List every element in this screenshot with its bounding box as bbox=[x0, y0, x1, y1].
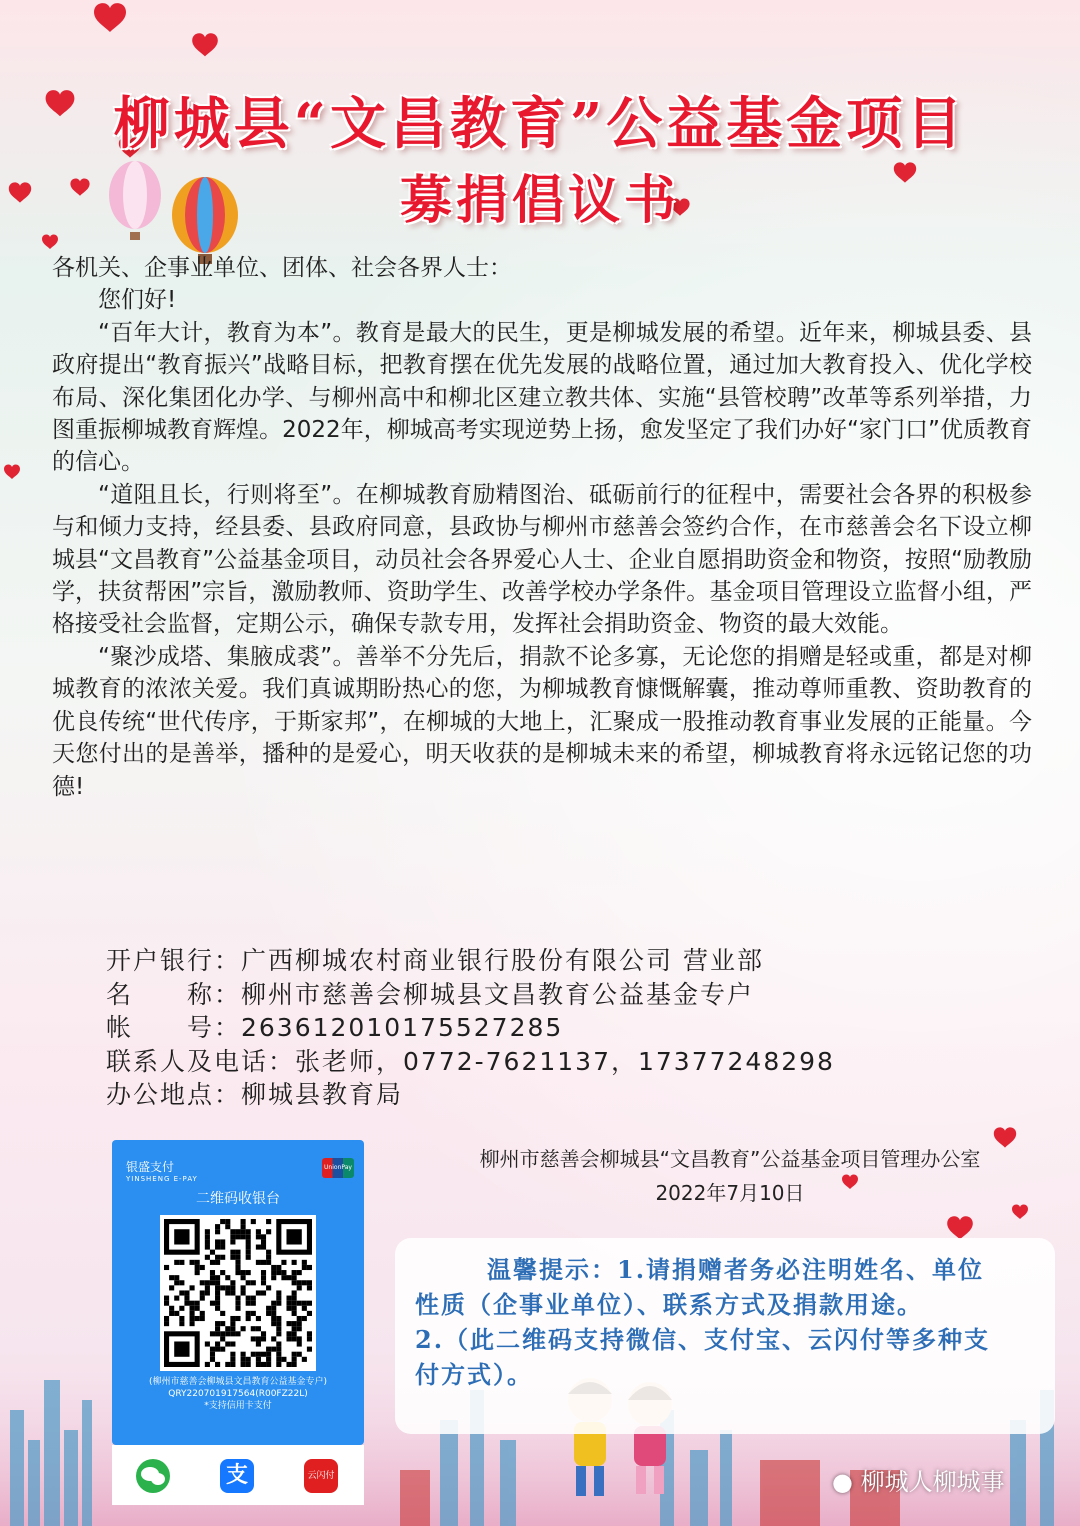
payment-methods-strip bbox=[112, 1445, 364, 1505]
wechat-watermark bbox=[832, 1462, 1005, 1497]
qr-code[interactable] bbox=[160, 1215, 316, 1371]
contact-row: 联系人及电话：张老师，0772-7621137，17377248298 bbox=[106, 1046, 835, 1076]
paragraph-2: “道阻且长，行则将至”。在柳城教育励精图治、砥砺前行的征程中，需要社会各界的积极参与和倾力支持，经县委、县政府同意，县政协与柳州市慈善会签约合作，在市慈善会名下设立柳城县“文昌教育”公益基金项目，动员社会各界爱心人士、企业自愿捐助资金和物资，按照“励教励学，扶贫帮困”宗旨，激励教师、资助学生、改善学校办学条件。基金项目管理设立监督小组，严格接受社会监督，定期公示，确保专款专用，发挥社会捐助资金、物资的最大效能。 bbox=[52, 481, 1032, 638]
qr-code-id: QRY220701917564(R00FZ22L) bbox=[168, 1389, 308, 1399]
wechat-pay-icon bbox=[136, 1459, 170, 1493]
tips-line-1: 温馨提示：1.请捐赠者务必注明姓名、单位 bbox=[487, 1255, 985, 1284]
brand-name: 银盛支付 bbox=[126, 1160, 175, 1174]
issuer-block bbox=[400, 1142, 1060, 1210]
qr-credit-note: *支持信用卡支付 bbox=[204, 1401, 272, 1411]
qr-account-name: (柳州市慈善会柳城县文昌教育公益基金专户) bbox=[148, 1377, 328, 1387]
letter-body bbox=[52, 252, 1032, 803]
bank-row: 开户银行：广西柳城农村商业银行股份有限公司 营业部 bbox=[106, 946, 764, 975]
paragraph-1: “百年大计，教育为本”。教育是最大的民生，更是柳城发展的希望。近年来，柳城县委、县政府提出“教育振兴”战略目标，把教育摆在优先发展的战略位置，通过加大教育投入、优化学校布局、深化集团化办学、与柳州高中和柳北区建立教共体、实施“县管校聘”改革等系列举措，力图重振柳城教育辉煌。2022年，柳城高考实现逆势上扬，愈发坚定了我们办好“家门口”优质教育的信心。 bbox=[52, 319, 1032, 476]
issuer-date: 2022年7月10日 bbox=[655, 1181, 805, 1205]
tips-line-3: 2.（此二维码支持微信、支付宝、云闪付等多种支 bbox=[415, 1325, 991, 1354]
alipay-glyph: 支 bbox=[225, 1463, 248, 1488]
brand-sub: YINSHENG E-PAY bbox=[126, 1175, 198, 1183]
qr-code-graphic bbox=[160, 1215, 316, 1371]
qr-caption bbox=[122, 1376, 354, 1412]
wechat-icon: ● bbox=[832, 1468, 853, 1496]
page-subtitle: 募捐倡议书 bbox=[399, 170, 680, 231]
account-number-row: 帐 号：263612010175527285 bbox=[106, 1013, 564, 1043]
page-title: 柳城县“文昌教育”公益基金项目 bbox=[113, 91, 967, 157]
warm-tips-box bbox=[395, 1238, 1055, 1434]
unionpay-logo: UnionPay bbox=[322, 1158, 354, 1178]
account-name-row: 名 称：柳州市慈善会柳城县文昌教育公益基金专户 bbox=[106, 979, 755, 1009]
yinsheng-pay-logo bbox=[126, 1158, 198, 1183]
yunshanfu-icon bbox=[304, 1459, 338, 1493]
yunshanfu-label: 云闪付 bbox=[307, 1471, 335, 1481]
bank-info bbox=[106, 944, 1006, 1112]
paragraph-3: “聚沙成塔、集腋成裘”。善举不分先后，捐款不论多寡，无论您的捐赠是轻或重，都是对柳城教育的浓浓关爱。我们真诚期盼热心的您，为柳城教育慷慨解囊，推动尊师重教、资助教育的优良传统“世代传序，于斯家邦”，在柳城的大地上，汇聚成一股推动教育事业发展的正能量。今天您付出的是善举，播种的是爱心，明天收获的是柳城未来的希望，柳城教育将永远铭记您的功德! bbox=[52, 643, 1032, 800]
tips-line-2: 性质（企事业单位）、联系方式及捐款用途。 bbox=[415, 1290, 923, 1319]
office-row: 办公地点：柳城县教育局 bbox=[106, 1080, 404, 1110]
qr-payment-card bbox=[112, 1140, 364, 1445]
greeting: 您们好! bbox=[98, 287, 177, 314]
issuer-org: 柳州市慈善会柳城县“文昌教育”公益基金项目管理办公室 bbox=[479, 1147, 981, 1171]
alipay-icon bbox=[220, 1459, 254, 1493]
watermark-text: 柳城人柳城事 bbox=[860, 1468, 1005, 1496]
salutation: 各机关、企事业单位、团体、社会各界人士： bbox=[52, 255, 512, 281]
tips-line-4: 付方式）。 bbox=[415, 1360, 533, 1389]
qr-card-title: 二维码收银台 bbox=[196, 1191, 280, 1207]
